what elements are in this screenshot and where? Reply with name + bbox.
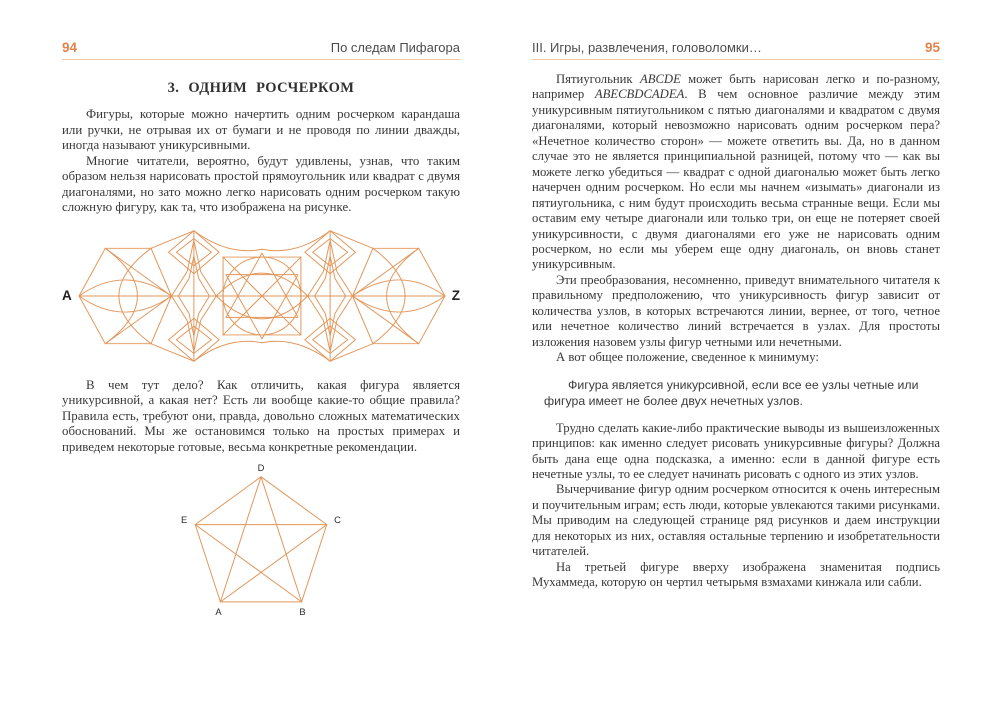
pentagon-label-c: C — [334, 515, 341, 526]
band-figure — [62, 223, 460, 369]
pentagon-label-e: E — [181, 515, 188, 526]
left-body-text — [62, 107, 460, 216]
left-page — [62, 40, 460, 626]
right-body-text — [532, 72, 940, 591]
right-running-title: III. Игры, развлечения, головоломки… — [532, 40, 762, 55]
pentagon-label-d: D — [257, 463, 265, 473]
right-page — [532, 40, 940, 591]
left-page-header — [62, 40, 460, 60]
paragraph: Вычерчивание фигур одним росчерком относится к очень интересным и поучительным играм; есть люди, которые увлекаются такими рисунками. Мы приводим на следующей странице ряд рисунков и даем инструкции для некоторых из них, оставляя остальные терпению и изобретательности читателей. — [532, 482, 940, 559]
paragraph: Многие читатели, вероятно, будут удивлены, узнав, что таким образом нельзя нарисовать простой прямоугольник или квадрат с двумя диагоналями, но зато можно легко нарисовать одним росчерком такую сложную фигуру, как та, что изображена на рисунке. — [62, 153, 460, 214]
paragraph: Фигуры, которые можно начертить одним росчерком карандаша или ручки, не отрывая их от бумаги и не проводя по линии дважды, иногда называют уникурсивными. — [62, 107, 460, 152]
unicursal-band-drawing — [72, 223, 452, 369]
rule-quote: Фигура является уникурсивной, если все ее узлы четные или фигура имеет не более двух нечетных узлов. — [544, 377, 919, 409]
pentagon-label-b: B — [299, 607, 306, 618]
paragraph: А вот общее положение, сведенное к минимуму: — [556, 350, 819, 365]
paragraph: На третьей фигуре вверху изображена знаменитая подпись Мухаммеда, которую он чертил четырьмя взмахами кинжала или сабли. — [532, 559, 940, 590]
paragraph: В чем тут дело? Как отличить, какая фигура является уникурсивной, а какая нет? Есть ли вообще какие-то общие правила? Правила есть, требуют они, правда, довольно сложных математических обоснований. Мы же остановимся только на простых примерах и приведем некоторые готовые, весьма конкретные рекомендации. — [62, 377, 460, 454]
pentagon-drawing — [177, 463, 345, 621]
paragraph: Пятиугольник ABCDE может быть нарисован легко и по-разному, например ABECBDCADEA. В чем основное различие между этим уникурсивным пятиугольником с пятью диагоналями и квадратом с двумя диагоналями, который невозможно нарисовать одним росчерком пера? «Нечетное количество сторон» — можете ответить вы. Да, но в данном случае это не является принципиальной разницей, потому что — как вы можете легко убедиться — квадрат с одной диагональю может быть легко начерчен одним росчерком. Но если мы начнем «изымать» диагонали из пятиугольника, с ним будут происходить весьма странные вещи. Если мы оставим ему четыре диагонали или только три, он еще не потеряет своей уникурсивности, с двумя диагоналями его уже не нарисовать одним росчерком, но если мы уберем еще одну диагональ, он вновь станет уникурсивным. — [532, 72, 941, 272]
paragraph: Трудно сделать какие-либо практические выводы из вышеизложенных принципов: как именно следует рисовать уникурсивные фигуры? Должна быть дана еще одна подсказка, а именно: если в данной фигуре есть нечетные узлы, то ее следует начинать рисовать с одного из этих узлов. — [532, 420, 940, 481]
band-label-left: A — [62, 288, 72, 303]
right-page-header — [532, 40, 940, 60]
band-label-right: Z — [451, 288, 460, 303]
left-running-title: По следам Пифагора — [330, 40, 460, 55]
pentagon-label-a: A — [215, 607, 222, 618]
pentagon-figure — [62, 463, 460, 626]
left-page-number: 94 — [62, 40, 78, 55]
chapter-heading: 3. ОДНИМ РОСЧЕРКОМ — [167, 80, 355, 96]
right-page-number: 95 — [924, 40, 940, 55]
paragraph: Эти преобразования, несомненно, приведут внимательного читателя к правильному предположению, что уникурсивность фигур зависит от количества узлов, в которых встречаются линии, вернее, от того, четное или нечетное количество линий встречается в узлах. Для простоты изложения назовем узлы фигур четными или нечетными. — [532, 272, 940, 349]
left-body-text-2 — [62, 378, 460, 456]
